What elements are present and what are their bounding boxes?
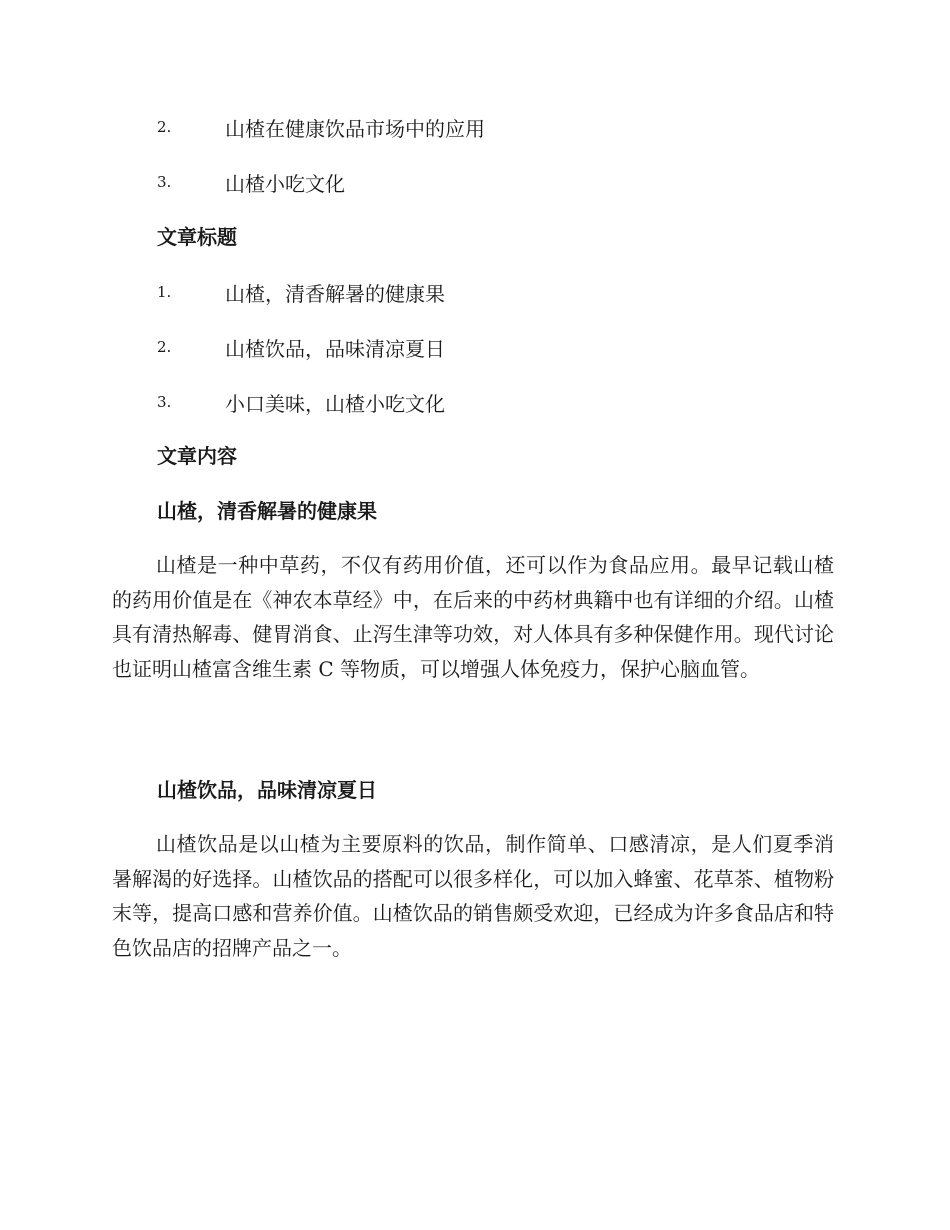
list-number: 1.	[157, 283, 172, 301]
article-paragraph-1: 山楂是一种中草药，不仅有药用价值，还可以作为食品应用。最早记载山楂的药用价值是在《神农本草经》中，在后来的中药材典籍中也有详细的介绍。山楂具有清热解毒、健胃消食、止泻生津等功效，对人体具有多种保健作用。现代讨论也证明山楂富含维生素 C 等物质，可以增强人体免疫力，保护心脑血管。	[112, 553, 834, 681]
list-text: 山楂，清香解暑的健康果	[225, 281, 445, 306]
list-item	[157, 112, 485, 142]
list-text: 山楂小吃文化	[225, 171, 345, 196]
list-text: 山楂饮品，品味清凉夏日	[225, 336, 445, 361]
list-item	[157, 167, 345, 197]
article-heading-1: 山楂，清香解暑的健康果	[157, 499, 377, 523]
list-number: 3.	[157, 173, 172, 191]
list-item	[157, 387, 445, 417]
section-heading-content: 文章内容	[157, 444, 237, 468]
list-text: 山楂在健康饮品市场中的应用	[225, 116, 485, 141]
list-number: 2.	[157, 118, 172, 136]
article-paragraph-2: 山楂饮品是以山楂为主要原料的饮品，制作简单、口感清凉，是人们夏季消暑解渴的好选择。山楂饮品的搭配可以很多样化，可以加入蜂蜜、花草茶、植物粉末等，提高口感和营养价值。山楂饮品的销售颇受欢迎，已经成为许多食品店和特色饮品店的招牌产品之一。	[112, 832, 834, 960]
section-heading-titles: 文章标题	[157, 225, 237, 249]
list-item	[157, 277, 445, 307]
list-number: 3.	[157, 393, 172, 411]
list-text: 小口美味，山楂小吃文化	[225, 391, 445, 416]
article-heading-2: 山楂饮品，品味清凉夏日	[157, 778, 377, 802]
list-item	[157, 332, 445, 362]
list-number: 2.	[157, 338, 172, 356]
